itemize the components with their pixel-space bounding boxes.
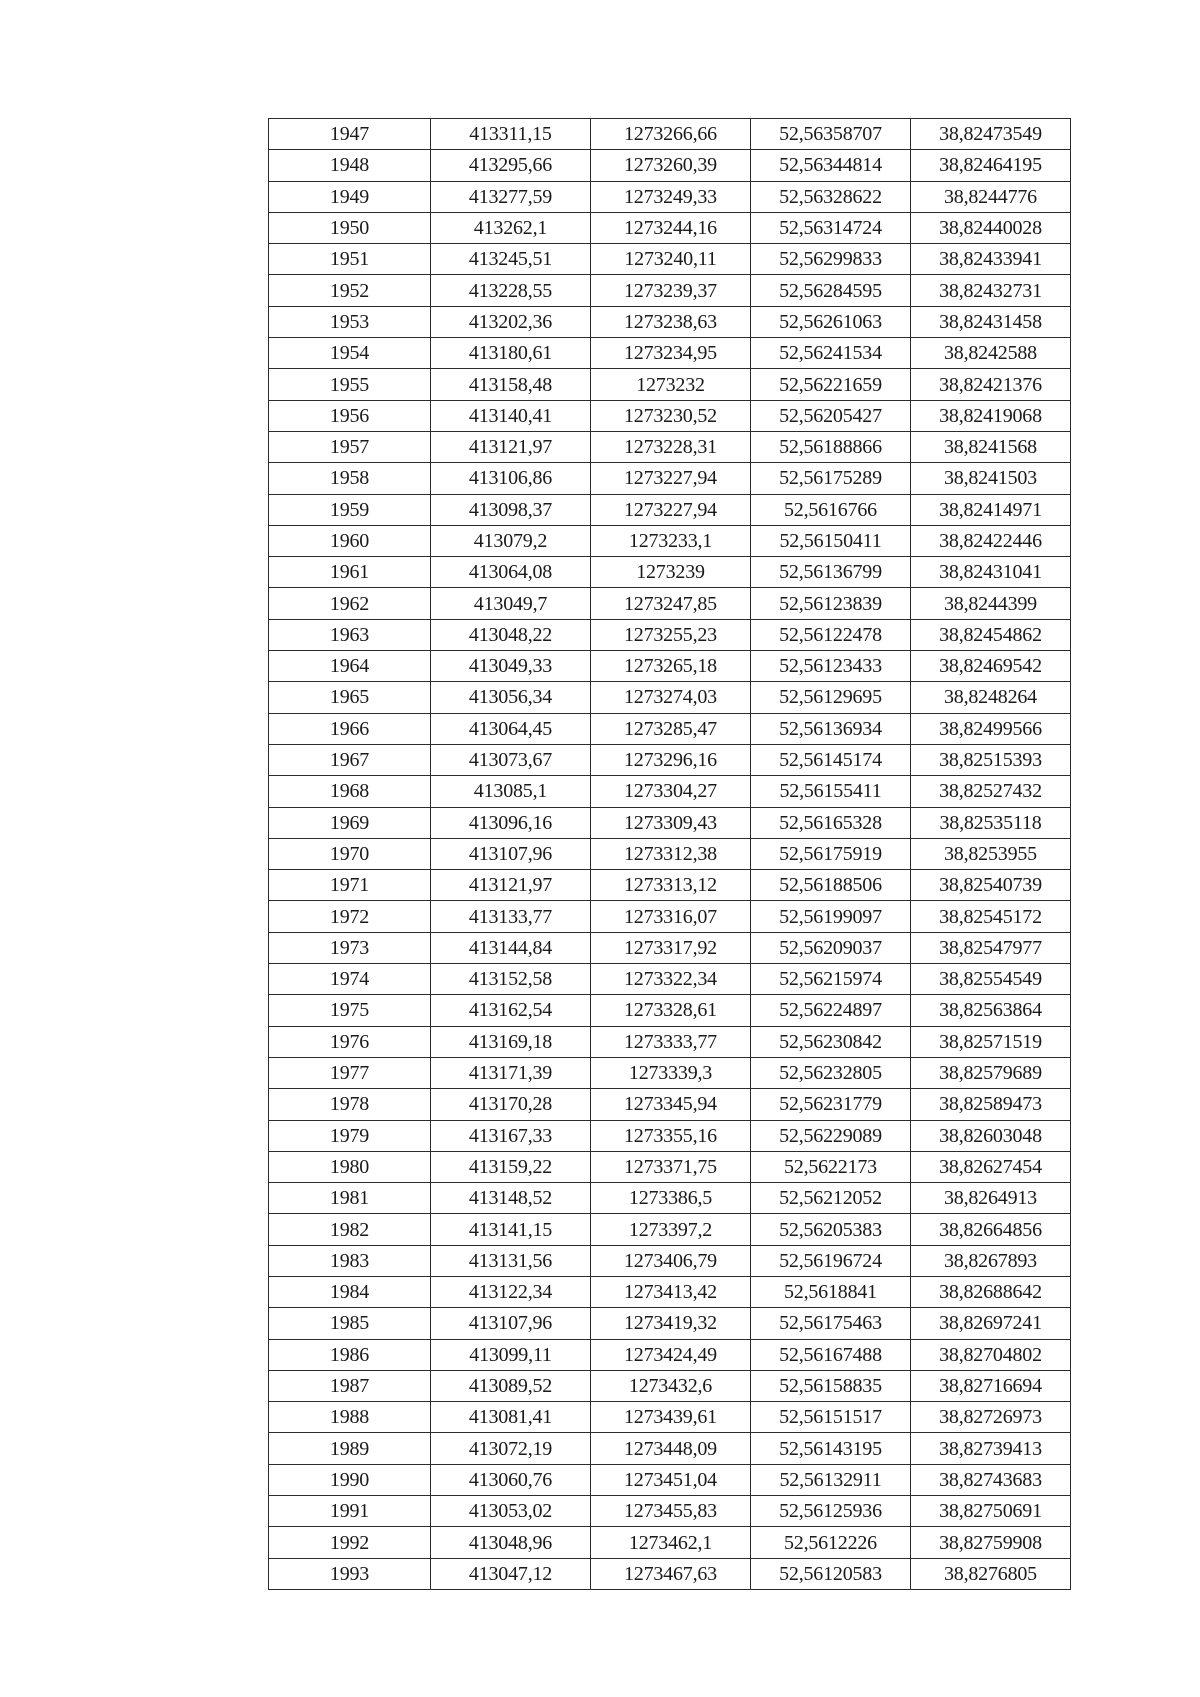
latitude-cell: 52,56132911 [751, 1464, 911, 1495]
longitude-cell: 38,82414971 [911, 494, 1071, 525]
latitude-cell: 52,56358707 [751, 119, 911, 150]
point-number-cell: 1979 [269, 1120, 431, 1151]
longitude-cell: 38,82421376 [911, 369, 1071, 400]
table-row [269, 1308, 1071, 1339]
point-number-cell: 1947 [269, 119, 431, 150]
latitude-cell: 52,5618841 [751, 1276, 911, 1307]
latitude-cell: 52,56232805 [751, 1057, 911, 1088]
longitude-cell: 38,82454862 [911, 619, 1071, 650]
x-coordinate-cell: 413180,61 [431, 338, 591, 369]
y-coordinate-cell: 1273467,63 [591, 1558, 751, 1589]
point-number-cell: 1978 [269, 1089, 431, 1120]
point-number-cell: 1952 [269, 275, 431, 306]
y-coordinate-cell: 1273266,66 [591, 119, 751, 150]
point-number-cell: 1989 [269, 1433, 431, 1464]
y-coordinate-cell: 1273230,52 [591, 400, 751, 431]
longitude-cell: 38,82697241 [911, 1308, 1071, 1339]
table-row [269, 369, 1071, 400]
y-coordinate-cell: 1273316,07 [591, 901, 751, 932]
point-number-cell: 1963 [269, 619, 431, 650]
table-row [269, 1402, 1071, 1433]
x-coordinate-cell: 413228,55 [431, 275, 591, 306]
x-coordinate-cell: 413311,15 [431, 119, 591, 150]
x-coordinate-cell: 413048,22 [431, 619, 591, 650]
point-number-cell: 1992 [269, 1527, 431, 1558]
longitude-cell: 38,82469542 [911, 651, 1071, 682]
table-row [269, 807, 1071, 838]
point-number-cell: 1965 [269, 682, 431, 713]
point-number-cell: 1951 [269, 244, 431, 275]
x-coordinate-cell: 413098,37 [431, 494, 591, 525]
y-coordinate-cell: 1273397,2 [591, 1214, 751, 1245]
table-row [269, 1151, 1071, 1182]
point-number-cell: 1959 [269, 494, 431, 525]
longitude-cell: 38,8241503 [911, 463, 1071, 494]
table-row [269, 275, 1071, 306]
table-row [269, 150, 1071, 181]
point-number-cell: 1961 [269, 557, 431, 588]
longitude-cell: 38,82440028 [911, 212, 1071, 243]
longitude-cell: 38,82704802 [911, 1339, 1071, 1370]
longitude-cell: 38,82603048 [911, 1120, 1071, 1151]
table-row [269, 557, 1071, 588]
x-coordinate-cell: 413170,28 [431, 1089, 591, 1120]
point-number-cell: 1976 [269, 1026, 431, 1057]
point-number-cell: 1969 [269, 807, 431, 838]
longitude-cell: 38,82664856 [911, 1214, 1071, 1245]
latitude-cell: 52,56167488 [751, 1339, 911, 1370]
point-number-cell: 1973 [269, 932, 431, 963]
latitude-cell: 52,56212052 [751, 1183, 911, 1214]
table-row [269, 588, 1071, 619]
y-coordinate-cell: 1273232 [591, 369, 751, 400]
x-coordinate-cell: 413295,66 [431, 150, 591, 181]
latitude-cell: 52,56136934 [751, 713, 911, 744]
table-row [269, 838, 1071, 869]
x-coordinate-cell: 413047,12 [431, 1558, 591, 1589]
point-number-cell: 1990 [269, 1464, 431, 1495]
x-coordinate-cell: 413081,41 [431, 1402, 591, 1433]
point-number-cell: 1983 [269, 1245, 431, 1276]
x-coordinate-cell: 413049,33 [431, 651, 591, 682]
y-coordinate-cell: 1273419,32 [591, 1308, 751, 1339]
table-row [269, 1527, 1071, 1558]
latitude-cell: 52,56188866 [751, 431, 911, 462]
point-number-cell: 1981 [269, 1183, 431, 1214]
longitude-cell: 38,8264913 [911, 1183, 1071, 1214]
latitude-cell: 52,56151517 [751, 1402, 911, 1433]
y-coordinate-cell: 1273386,5 [591, 1183, 751, 1214]
longitude-cell: 38,8276805 [911, 1558, 1071, 1589]
point-number-cell: 1984 [269, 1276, 431, 1307]
longitude-cell: 38,82464195 [911, 150, 1071, 181]
y-coordinate-cell: 1273296,16 [591, 744, 751, 775]
table-row [269, 494, 1071, 525]
point-number-cell: 1985 [269, 1308, 431, 1339]
latitude-cell: 52,56145174 [751, 744, 911, 775]
x-coordinate-cell: 413106,86 [431, 463, 591, 494]
y-coordinate-cell: 1273228,31 [591, 431, 751, 462]
point-number-cell: 1950 [269, 212, 431, 243]
y-coordinate-cell: 1273462,1 [591, 1527, 751, 1558]
x-coordinate-cell: 413202,36 [431, 306, 591, 337]
point-number-cell: 1953 [269, 306, 431, 337]
longitude-cell: 38,82563864 [911, 995, 1071, 1026]
x-coordinate-cell: 413131,56 [431, 1245, 591, 1276]
y-coordinate-cell: 1273227,94 [591, 494, 751, 525]
y-coordinate-cell: 1273255,23 [591, 619, 751, 650]
latitude-cell: 52,56229089 [751, 1120, 911, 1151]
latitude-cell: 52,56205383 [751, 1214, 911, 1245]
x-coordinate-cell: 413169,18 [431, 1026, 591, 1057]
longitude-cell: 38,82743683 [911, 1464, 1071, 1495]
table-row [269, 1057, 1071, 1088]
latitude-cell: 52,56120583 [751, 1558, 911, 1589]
y-coordinate-cell: 1273234,95 [591, 338, 751, 369]
x-coordinate-cell: 413099,11 [431, 1339, 591, 1370]
table-row [269, 651, 1071, 682]
point-number-cell: 1968 [269, 776, 431, 807]
y-coordinate-cell: 1273239,37 [591, 275, 751, 306]
longitude-cell: 38,8248264 [911, 682, 1071, 713]
longitude-cell: 38,82726973 [911, 1402, 1071, 1433]
latitude-cell: 52,56158835 [751, 1370, 911, 1401]
longitude-cell: 38,8244776 [911, 181, 1071, 212]
table-row [269, 1214, 1071, 1245]
longitude-cell: 38,82739413 [911, 1433, 1071, 1464]
latitude-cell: 52,56314724 [751, 212, 911, 243]
table-row [269, 619, 1071, 650]
longitude-cell: 38,82579689 [911, 1057, 1071, 1088]
x-coordinate-cell: 413089,52 [431, 1370, 591, 1401]
x-coordinate-cell: 413144,84 [431, 932, 591, 963]
table-row [269, 1339, 1071, 1370]
longitude-cell: 38,82433941 [911, 244, 1071, 275]
table-row [269, 400, 1071, 431]
table-row [269, 1120, 1071, 1151]
x-coordinate-cell: 413159,22 [431, 1151, 591, 1182]
latitude-cell: 52,56215974 [751, 964, 911, 995]
point-number-cell: 1964 [269, 651, 431, 682]
y-coordinate-cell: 1273233,1 [591, 525, 751, 556]
latitude-cell: 52,56205427 [751, 400, 911, 431]
y-coordinate-cell: 1273260,39 [591, 150, 751, 181]
point-number-cell: 1967 [269, 744, 431, 775]
x-coordinate-cell: 413158,48 [431, 369, 591, 400]
longitude-cell: 38,82627454 [911, 1151, 1071, 1182]
table-row [269, 1245, 1071, 1276]
y-coordinate-cell: 1273309,43 [591, 807, 751, 838]
point-number-cell: 1987 [269, 1370, 431, 1401]
y-coordinate-cell: 1273322,34 [591, 964, 751, 995]
table-row [269, 212, 1071, 243]
latitude-cell: 52,56284595 [751, 275, 911, 306]
table-row [269, 995, 1071, 1026]
latitude-cell: 52,56224897 [751, 995, 911, 1026]
table-row [269, 1558, 1071, 1589]
point-number-cell: 1960 [269, 525, 431, 556]
x-coordinate-cell: 413277,59 [431, 181, 591, 212]
latitude-cell: 52,56129695 [751, 682, 911, 713]
y-coordinate-cell: 1273355,16 [591, 1120, 751, 1151]
x-coordinate-cell: 413048,96 [431, 1527, 591, 1558]
latitude-cell: 52,56125936 [751, 1496, 911, 1527]
point-number-cell: 1991 [269, 1496, 431, 1527]
y-coordinate-cell: 1273328,61 [591, 995, 751, 1026]
x-coordinate-cell: 413072,19 [431, 1433, 591, 1464]
latitude-cell: 52,56175289 [751, 463, 911, 494]
point-number-cell: 1949 [269, 181, 431, 212]
x-coordinate-cell: 413245,51 [431, 244, 591, 275]
x-coordinate-cell: 413167,33 [431, 1120, 591, 1151]
latitude-cell: 52,56231779 [751, 1089, 911, 1120]
longitude-cell: 38,82419068 [911, 400, 1071, 431]
table-row [269, 1089, 1071, 1120]
latitude-cell: 52,56122478 [751, 619, 911, 650]
y-coordinate-cell: 1273238,63 [591, 306, 751, 337]
longitude-cell: 38,82545172 [911, 901, 1071, 932]
latitude-cell: 52,56136799 [751, 557, 911, 588]
point-number-cell: 1980 [269, 1151, 431, 1182]
point-number-cell: 1971 [269, 870, 431, 901]
x-coordinate-cell: 413152,58 [431, 964, 591, 995]
latitude-cell: 52,5612226 [751, 1527, 911, 1558]
longitude-cell: 38,82422446 [911, 525, 1071, 556]
x-coordinate-cell: 413096,16 [431, 807, 591, 838]
table-row [269, 682, 1071, 713]
point-number-cell: 1993 [269, 1558, 431, 1589]
x-coordinate-cell: 413141,15 [431, 1214, 591, 1245]
x-coordinate-cell: 413060,76 [431, 1464, 591, 1495]
y-coordinate-cell: 1273249,33 [591, 181, 751, 212]
y-coordinate-cell: 1273247,85 [591, 588, 751, 619]
point-number-cell: 1957 [269, 431, 431, 462]
x-coordinate-cell: 413073,67 [431, 744, 591, 775]
latitude-cell: 52,56209037 [751, 932, 911, 963]
latitude-cell: 52,56344814 [751, 150, 911, 181]
x-coordinate-cell: 413064,08 [431, 557, 591, 588]
x-coordinate-cell: 413053,02 [431, 1496, 591, 1527]
y-coordinate-cell: 1273274,03 [591, 682, 751, 713]
latitude-cell: 52,56143195 [751, 1433, 911, 1464]
table-row [269, 713, 1071, 744]
x-coordinate-cell: 413162,54 [431, 995, 591, 1026]
x-coordinate-cell: 413049,7 [431, 588, 591, 619]
y-coordinate-cell: 1273406,79 [591, 1245, 751, 1276]
x-coordinate-cell: 413079,2 [431, 525, 591, 556]
longitude-cell: 38,82750691 [911, 1496, 1071, 1527]
table-row [269, 1433, 1071, 1464]
x-coordinate-cell: 413122,34 [431, 1276, 591, 1307]
table-row [269, 1496, 1071, 1527]
latitude-cell: 52,56155411 [751, 776, 911, 807]
latitude-cell: 52,5622173 [751, 1151, 911, 1182]
table-row [269, 1026, 1071, 1057]
point-number-cell: 1977 [269, 1057, 431, 1088]
longitude-cell: 38,82473549 [911, 119, 1071, 150]
table-row [269, 119, 1071, 150]
table-row [269, 1464, 1071, 1495]
y-coordinate-cell: 1273455,83 [591, 1496, 751, 1527]
y-coordinate-cell: 1273439,61 [591, 1402, 751, 1433]
table-row [269, 181, 1071, 212]
longitude-cell: 38,82431041 [911, 557, 1071, 588]
table-row [269, 244, 1071, 275]
x-coordinate-cell: 413121,97 [431, 870, 591, 901]
coordinates-table [268, 118, 1071, 1590]
latitude-cell: 52,56150411 [751, 525, 911, 556]
point-number-cell: 1970 [269, 838, 431, 869]
x-coordinate-cell: 413133,77 [431, 901, 591, 932]
table-row [269, 870, 1071, 901]
longitude-cell: 38,82571519 [911, 1026, 1071, 1057]
longitude-cell: 38,82688642 [911, 1276, 1071, 1307]
point-number-cell: 1986 [269, 1339, 431, 1370]
table-row [269, 744, 1071, 775]
table-row [269, 338, 1071, 369]
coordinates-table-body [269, 119, 1071, 1590]
y-coordinate-cell: 1273345,94 [591, 1089, 751, 1120]
longitude-cell: 38,82716694 [911, 1370, 1071, 1401]
y-coordinate-cell: 1273313,12 [591, 870, 751, 901]
latitude-cell: 52,56230842 [751, 1026, 911, 1057]
point-number-cell: 1958 [269, 463, 431, 494]
x-coordinate-cell: 413121,97 [431, 431, 591, 462]
table-row [269, 1370, 1071, 1401]
longitude-cell: 38,82554549 [911, 964, 1071, 995]
longitude-cell: 38,82540739 [911, 870, 1071, 901]
x-coordinate-cell: 413262,1 [431, 212, 591, 243]
point-number-cell: 1956 [269, 400, 431, 431]
longitude-cell: 38,8242588 [911, 338, 1071, 369]
y-coordinate-cell: 1273432,6 [591, 1370, 751, 1401]
longitude-cell: 38,8244399 [911, 588, 1071, 619]
y-coordinate-cell: 1273451,04 [591, 1464, 751, 1495]
table-row [269, 932, 1071, 963]
x-coordinate-cell: 413148,52 [431, 1183, 591, 1214]
longitude-cell: 38,82432731 [911, 275, 1071, 306]
y-coordinate-cell: 1273424,49 [591, 1339, 751, 1370]
y-coordinate-cell: 1273317,92 [591, 932, 751, 963]
point-number-cell: 1982 [269, 1214, 431, 1245]
longitude-cell: 38,82499566 [911, 713, 1071, 744]
table-row [269, 776, 1071, 807]
latitude-cell: 52,56123839 [751, 588, 911, 619]
longitude-cell: 38,8267893 [911, 1245, 1071, 1276]
latitude-cell: 52,56175919 [751, 838, 911, 869]
point-number-cell: 1962 [269, 588, 431, 619]
x-coordinate-cell: 413107,96 [431, 1308, 591, 1339]
longitude-cell: 38,82527432 [911, 776, 1071, 807]
point-number-cell: 1948 [269, 150, 431, 181]
y-coordinate-cell: 1273333,77 [591, 1026, 751, 1057]
latitude-cell: 52,56328622 [751, 181, 911, 212]
point-number-cell: 1988 [269, 1402, 431, 1433]
latitude-cell: 52,56165328 [751, 807, 911, 838]
y-coordinate-cell: 1273227,94 [591, 463, 751, 494]
y-coordinate-cell: 1273312,38 [591, 838, 751, 869]
x-coordinate-cell: 413064,45 [431, 713, 591, 744]
longitude-cell: 38,82759908 [911, 1527, 1071, 1558]
table-row [269, 306, 1071, 337]
table-row [269, 525, 1071, 556]
y-coordinate-cell: 1273240,11 [591, 244, 751, 275]
longitude-cell: 38,82515393 [911, 744, 1071, 775]
y-coordinate-cell: 1273371,75 [591, 1151, 751, 1182]
y-coordinate-cell: 1273285,47 [591, 713, 751, 744]
x-coordinate-cell: 413140,41 [431, 400, 591, 431]
longitude-cell: 38,82547977 [911, 932, 1071, 963]
table-row [269, 431, 1071, 462]
y-coordinate-cell: 1273265,18 [591, 651, 751, 682]
table-row [269, 1276, 1071, 1307]
latitude-cell: 52,56221659 [751, 369, 911, 400]
longitude-cell: 38,82431458 [911, 306, 1071, 337]
point-number-cell: 1955 [269, 369, 431, 400]
x-coordinate-cell: 413085,1 [431, 776, 591, 807]
table-row [269, 964, 1071, 995]
point-number-cell: 1954 [269, 338, 431, 369]
latitude-cell: 52,5616766 [751, 494, 911, 525]
longitude-cell: 38,82535118 [911, 807, 1071, 838]
y-coordinate-cell: 1273239 [591, 557, 751, 588]
longitude-cell: 38,82589473 [911, 1089, 1071, 1120]
latitude-cell: 52,56261063 [751, 306, 911, 337]
longitude-cell: 38,8253955 [911, 838, 1071, 869]
latitude-cell: 52,56299833 [751, 244, 911, 275]
point-number-cell: 1975 [269, 995, 431, 1026]
latitude-cell: 52,56199097 [751, 901, 911, 932]
x-coordinate-cell: 413107,96 [431, 838, 591, 869]
y-coordinate-cell: 1273413,42 [591, 1276, 751, 1307]
latitude-cell: 52,56196724 [751, 1245, 911, 1276]
table-row [269, 463, 1071, 494]
point-number-cell: 1974 [269, 964, 431, 995]
y-coordinate-cell: 1273448,09 [591, 1433, 751, 1464]
table-row [269, 901, 1071, 932]
latitude-cell: 52,56241534 [751, 338, 911, 369]
latitude-cell: 52,56175463 [751, 1308, 911, 1339]
y-coordinate-cell: 1273339,3 [591, 1057, 751, 1088]
latitude-cell: 52,56123433 [751, 651, 911, 682]
point-number-cell: 1972 [269, 901, 431, 932]
x-coordinate-cell: 413056,34 [431, 682, 591, 713]
y-coordinate-cell: 1273304,27 [591, 776, 751, 807]
point-number-cell: 1966 [269, 713, 431, 744]
longitude-cell: 38,8241568 [911, 431, 1071, 462]
table-row [269, 1183, 1071, 1214]
x-coordinate-cell: 413171,39 [431, 1057, 591, 1088]
y-coordinate-cell: 1273244,16 [591, 212, 751, 243]
latitude-cell: 52,56188506 [751, 870, 911, 901]
